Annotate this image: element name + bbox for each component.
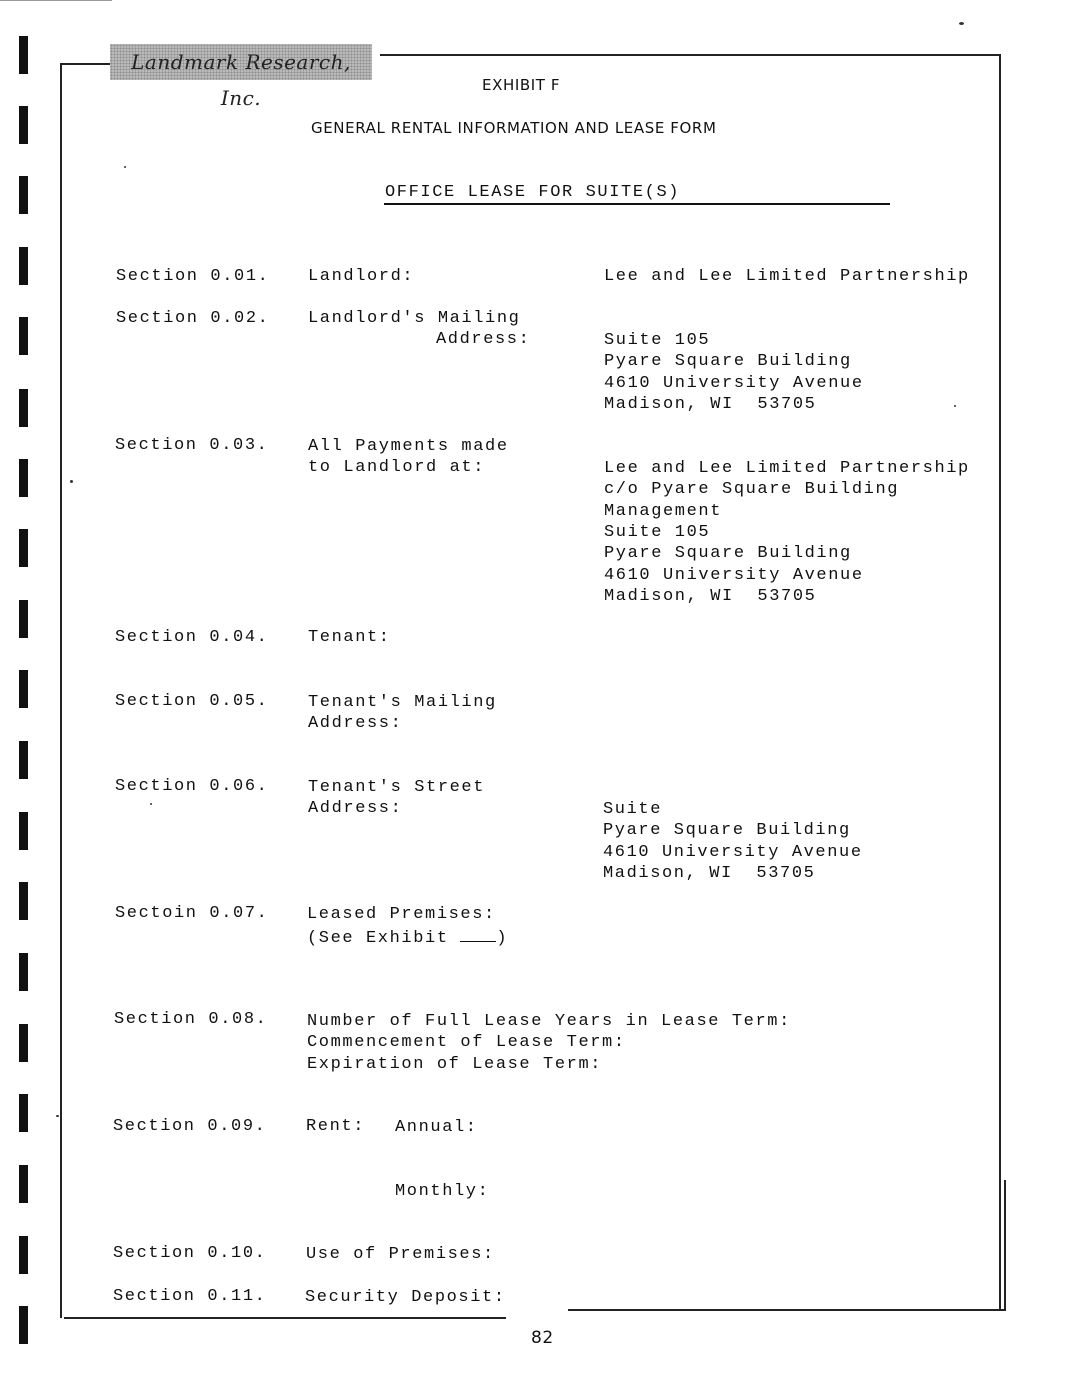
field-label: Tenant's Street: [308, 778, 486, 797]
binder-mark: [19, 389, 28, 427]
binder-mark: [19, 1094, 28, 1132]
address-line: Lee and Lee Limited Partnership: [604, 459, 970, 478]
binder-mark: [19, 36, 28, 74]
scan-speck: [954, 405, 956, 407]
field-label: Landlord's Mailing: [308, 309, 521, 328]
field-label: Leased Premises:: [307, 905, 496, 924]
binder-mark: [19, 882, 28, 920]
frame-bottom-left: [64, 1317, 506, 1319]
binder-mark: [19, 176, 28, 214]
binder-mark: [19, 670, 28, 708]
binder-mark: [19, 459, 28, 497]
address-line: Pyare Square Building: [604, 352, 852, 371]
binder-mark: [19, 1165, 28, 1203]
field-label: Expiration of Lease Term:: [307, 1055, 603, 1074]
section-number: Section 0.03.: [115, 436, 269, 455]
field-label: Address:: [308, 799, 403, 818]
field-label: Tenant:: [308, 628, 391, 647]
binder-mark: [19, 1024, 28, 1062]
scan-speck: [150, 803, 152, 805]
binder-mark: [19, 317, 28, 355]
address-line: 4610 University Avenue: [603, 843, 863, 862]
binder-mark: [19, 741, 28, 779]
binder-mark: [19, 600, 28, 638]
field-label: Commencement of Lease Term:: [307, 1033, 626, 1052]
frame-right: [999, 54, 1001, 1310]
field-label: Address:: [308, 714, 403, 733]
section-number: Section 0.02.: [116, 309, 270, 328]
section-number: Section 0.09.: [113, 1117, 267, 1136]
address-line: Suite: [603, 800, 663, 819]
binder-mark: [19, 953, 28, 991]
scan-speck: [959, 22, 964, 25]
section-number: Sectoin 0.07.: [115, 904, 269, 923]
page-heading: GENERAL RENTAL INFORMATION AND LEASE FORM: [311, 119, 717, 137]
field-label: Use of Premises:: [306, 1245, 495, 1264]
address-line: Management: [604, 502, 723, 521]
binder-mark: [19, 247, 28, 285]
section-number: Section 0.11.: [113, 1287, 267, 1306]
field-label: to Landlord at:: [308, 458, 486, 477]
field-label: Security Deposit:: [305, 1288, 506, 1307]
scan-speck: [56, 1115, 59, 1117]
exhibit-label: EXHIBIT F: [482, 76, 561, 94]
exhibit-reference-suffix: ): [496, 929, 509, 948]
section-number: Section 0.10.: [113, 1244, 267, 1263]
field-label: Rent:: [306, 1117, 366, 1136]
address-line: 4610 University Avenue: [604, 566, 864, 585]
address-line: Suite 105: [604, 523, 711, 542]
binder-mark: [19, 106, 28, 144]
address-line: Pyare Square Building: [603, 821, 851, 840]
address-line: Madison, WI 53705: [604, 587, 817, 606]
binder-mark: [19, 529, 28, 567]
scan-speck: [124, 166, 126, 168]
scan-speck: [70, 480, 73, 483]
section-number: Section 0.08.: [114, 1010, 268, 1029]
landlord-value: Lee and Lee Limited Partnership: [604, 267, 970, 286]
field-label: All Payments made: [308, 437, 509, 456]
binder-mark: [19, 1236, 28, 1274]
binder-mark: [19, 812, 28, 850]
section-number: Section 0.06.: [115, 777, 269, 796]
exhibit-blank-line: [460, 926, 496, 942]
frame-left: [60, 63, 62, 1318]
exhibit-reference-prefix: (See Exhibit: [307, 929, 461, 948]
address-line: c/o Pyare Square Building: [604, 480, 900, 499]
section-number: Section 0.05.: [115, 692, 269, 711]
exhibit-reference: [307, 926, 508, 949]
address-line: Pyare Square Building: [604, 544, 852, 563]
address-line: Madison, WI 53705: [604, 395, 817, 414]
field-label: Annual:: [395, 1118, 478, 1137]
section-number: Section 0.04.: [115, 628, 269, 647]
frame-right-lower: [1004, 1180, 1006, 1310]
field-label: Tenant's Mailing: [308, 693, 497, 712]
field-label: Number of Full Lease Years in Lease Term:: [307, 1012, 791, 1031]
page-number: 82: [531, 1328, 554, 1348]
frame-top-right: [380, 54, 1000, 56]
address-line: 4610 University Avenue: [604, 374, 864, 393]
frame-top-left: [60, 63, 110, 65]
address-line: Madison, WI 53705: [603, 864, 816, 883]
top-edge-line: [0, 0, 112, 1]
field-label: Monthly:: [395, 1182, 490, 1201]
binder-mark: [19, 1306, 28, 1344]
field-label: Address:: [436, 330, 531, 349]
section-number: Section 0.01.: [116, 267, 270, 286]
field-label: Landlord:: [308, 267, 415, 286]
lease-title: OFFICE LEASE FOR SUITE(S): [385, 183, 681, 202]
lease-title-underline: [384, 203, 890, 205]
frame-bottom-right: [568, 1309, 1006, 1311]
company-logo: Landmark Research, Inc.: [110, 44, 372, 80]
address-line: Suite 105: [604, 331, 711, 350]
